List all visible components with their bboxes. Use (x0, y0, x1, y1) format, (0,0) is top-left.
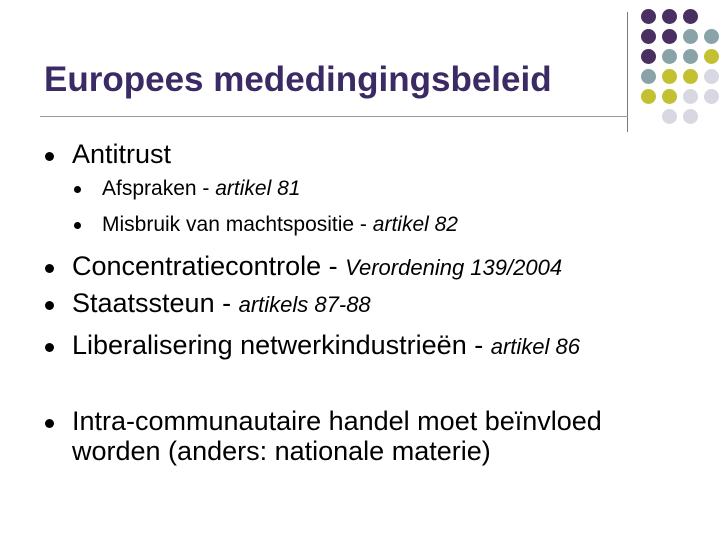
dot (704, 29, 719, 44)
dot (662, 29, 677, 44)
bullet-text (72, 139, 171, 170)
bullet-marker-icon (45, 343, 54, 352)
sub-bullet-text (102, 213, 458, 237)
title-underline (40, 116, 628, 117)
bullet-main-text: Afspraken - (102, 177, 216, 200)
dot (683, 69, 698, 84)
dot (704, 49, 719, 64)
bullet-detail-text: artikel 86 (490, 334, 580, 359)
dot (683, 89, 698, 104)
dot (704, 89, 719, 104)
bullet-main-text: Staatssteun - (72, 288, 239, 318)
bullet-detail-text: Verordening 139/2004 (345, 255, 563, 280)
vertical-rule (627, 12, 628, 132)
bullet-text (72, 406, 602, 437)
dot (683, 9, 698, 24)
dot (662, 9, 677, 24)
bullet-main-text: Antitrust (72, 139, 172, 169)
bullet-text (72, 330, 580, 361)
dot (641, 9, 656, 24)
dot (641, 29, 656, 44)
bullet-text-continuation (72, 436, 491, 467)
slide-title: Europees mededingingsbeleid (44, 60, 552, 99)
dot (683, 49, 698, 64)
bullet-marker-icon (45, 419, 54, 428)
sub-bullet-marker-icon (74, 186, 81, 193)
dot (683, 109, 698, 124)
bullet-main-text: Liberalisering netwerkindustrieën - (72, 330, 491, 360)
bullet-text (72, 288, 371, 319)
bullet-detail-text: artikel 81 (215, 177, 301, 200)
bullet-main-text: Concentratiecontrole - (72, 251, 346, 281)
dot (683, 29, 698, 44)
bullet-marker-icon (45, 152, 54, 161)
dot (641, 49, 656, 64)
bullet-marker-icon (45, 264, 54, 273)
bullet-detail-text: artikel 82 (372, 213, 458, 236)
bullet-main-text: Intra-communautaire handel moet beïnvloed (72, 406, 602, 436)
bullet-detail-text: artikels 87-88 (238, 292, 371, 317)
dot (641, 89, 656, 104)
sub-bullet-text (102, 177, 300, 201)
bullet-main-text: worden (anders: nationale materie) (72, 436, 491, 466)
dot (662, 109, 677, 124)
bullet-marker-icon (45, 301, 54, 310)
sub-bullet-marker-icon (74, 222, 81, 229)
dot (662, 49, 677, 64)
dot (662, 69, 677, 84)
dot (704, 69, 719, 84)
dot (662, 89, 677, 104)
bullet-text (72, 251, 562, 282)
dot (641, 69, 656, 84)
bullet-main-text: Misbruik van machtspositie - (102, 213, 373, 236)
